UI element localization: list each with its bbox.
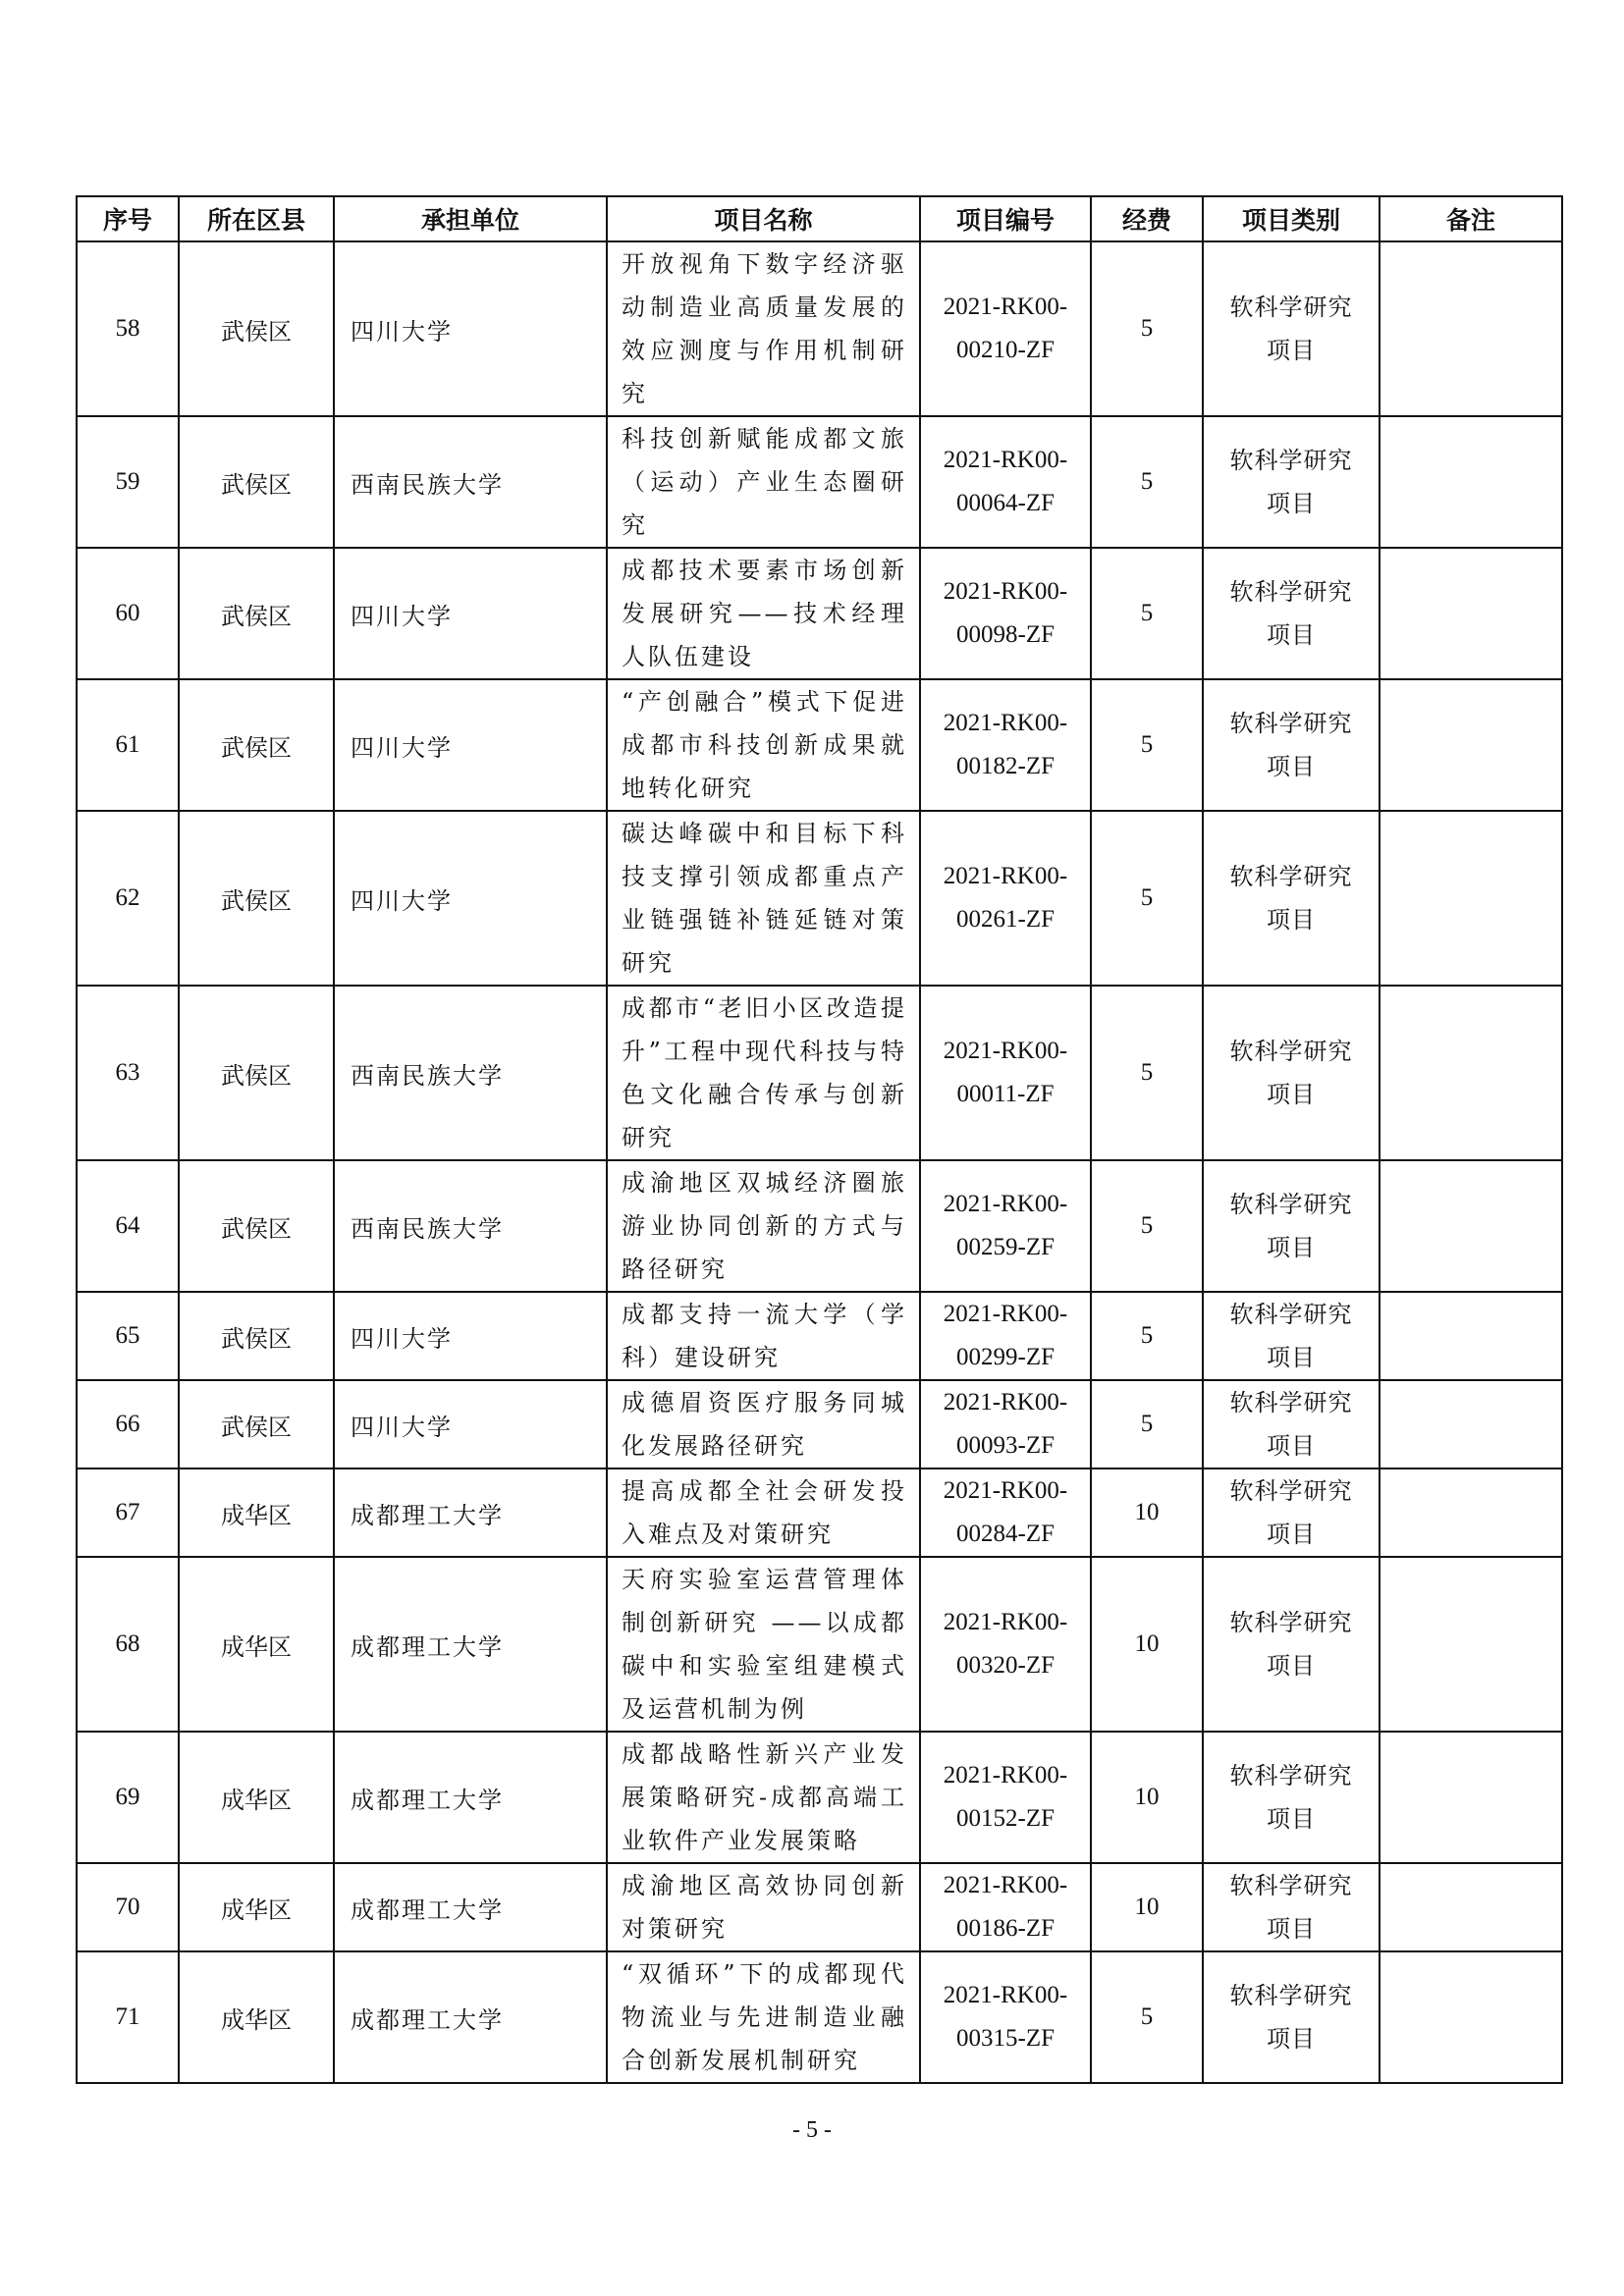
row-district: 武侯区	[179, 241, 334, 416]
table-row	[77, 1468, 1562, 1557]
header-note: 备注	[1380, 196, 1562, 241]
row-funding: 5	[1091, 986, 1203, 1160]
row-note	[1380, 679, 1562, 811]
row-unit: 西南民族大学	[334, 986, 607, 1160]
row-unit: 成都理工大学	[334, 1732, 607, 1863]
header-seq: 序号	[77, 196, 179, 241]
row-funding: 5	[1091, 1160, 1203, 1292]
row-project-name: 成都战略性新兴产业发展策略研究-成都高端工业软件产业发展策略	[607, 1732, 920, 1863]
row-unit: 西南民族大学	[334, 416, 607, 548]
row-funding: 5	[1091, 1292, 1203, 1380]
row-district: 武侯区	[179, 416, 334, 548]
row-note	[1380, 416, 1562, 548]
row-category: 软科学研究 项目	[1203, 548, 1380, 679]
table-row	[77, 416, 1562, 548]
row-category: 软科学研究 项目	[1203, 1160, 1380, 1292]
row-seq: 63	[77, 986, 179, 1160]
header-category: 项目类别	[1203, 196, 1380, 241]
row-project-name: 开放视角下数字经济驱动制造业高质量发展的效应测度与作用机制研究	[607, 241, 920, 416]
row-project-code: 2021-RK00- 00011-ZF	[920, 986, 1091, 1160]
row-project-code: 2021-RK00- 00210-ZF	[920, 241, 1091, 416]
row-funding: 10	[1091, 1732, 1203, 1863]
row-project-code: 2021-RK00- 00259-ZF	[920, 1160, 1091, 1292]
table-row	[77, 1951, 1562, 2083]
row-unit: 四川大学	[334, 679, 607, 811]
row-category: 软科学研究 项目	[1203, 1292, 1380, 1380]
row-unit: 成都理工大学	[334, 1557, 607, 1732]
row-district: 成华区	[179, 1863, 334, 1951]
row-seq: 59	[77, 416, 179, 548]
row-seq: 61	[77, 679, 179, 811]
row-project-name: 成渝地区双城经济圈旅游业协同创新的方式与路径研究	[607, 1160, 920, 1292]
row-project-code: 2021-RK00- 00320-ZF	[920, 1557, 1091, 1732]
row-district: 成华区	[179, 1468, 334, 1557]
row-district: 武侯区	[179, 1380, 334, 1468]
row-project-code: 2021-RK00- 00098-ZF	[920, 548, 1091, 679]
row-project-name: 天府实验室运营管理体制创新研究 ——以成都碳中和实验室组建模式及运营机制为例	[607, 1557, 920, 1732]
row-note	[1380, 548, 1562, 679]
row-district: 武侯区	[179, 986, 334, 1160]
project-table	[76, 195, 1563, 2084]
row-district: 成华区	[179, 1557, 334, 1732]
row-district: 武侯区	[179, 679, 334, 811]
table-row	[77, 986, 1562, 1160]
row-project-code: 2021-RK00- 00315-ZF	[920, 1951, 1091, 2083]
table-row	[77, 1732, 1562, 1863]
row-unit: 四川大学	[334, 548, 607, 679]
row-project-code: 2021-RK00- 00299-ZF	[920, 1292, 1091, 1380]
row-district: 武侯区	[179, 1292, 334, 1380]
header-funding: 经费	[1091, 196, 1203, 241]
row-funding: 5	[1091, 416, 1203, 548]
row-district: 武侯区	[179, 811, 334, 986]
row-note	[1380, 1468, 1562, 1557]
row-unit: 西南民族大学	[334, 1160, 607, 1292]
table-row	[77, 679, 1562, 811]
row-funding: 5	[1091, 241, 1203, 416]
row-note	[1380, 811, 1562, 986]
row-unit: 四川大学	[334, 811, 607, 986]
table-row	[77, 1160, 1562, 1292]
table-header-row	[77, 196, 1562, 241]
row-category: 软科学研究 项目	[1203, 1863, 1380, 1951]
row-note	[1380, 241, 1562, 416]
row-category: 软科学研究 项目	[1203, 811, 1380, 986]
row-category: 软科学研究 项目	[1203, 1380, 1380, 1468]
row-note	[1380, 986, 1562, 1160]
row-seq: 69	[77, 1732, 179, 1863]
row-note	[1380, 1732, 1562, 1863]
row-project-name: 碳达峰碳中和目标下科技支撑引领成都重点产业链强链补链延链对策研究	[607, 811, 920, 986]
header-district: 所在区县	[179, 196, 334, 241]
row-project-name: 成都支持一流大学（学科）建设研究	[607, 1292, 920, 1380]
row-project-name: 成渝地区高效协同创新对策研究	[607, 1863, 920, 1951]
header-project-name: 项目名称	[607, 196, 920, 241]
table-row	[77, 1380, 1562, 1468]
row-category: 软科学研究 项目	[1203, 1951, 1380, 2083]
row-seq: 66	[77, 1380, 179, 1468]
row-seq: 62	[77, 811, 179, 986]
row-seq: 68	[77, 1557, 179, 1732]
row-category: 软科学研究 项目	[1203, 416, 1380, 548]
row-project-name: “双循环”下的成都现代物流业与先进制造业融合创新发展机制研究	[607, 1951, 920, 2083]
row-district: 成华区	[179, 1732, 334, 1863]
row-project-code: 2021-RK00- 00182-ZF	[920, 679, 1091, 811]
row-category: 软科学研究 项目	[1203, 1468, 1380, 1557]
row-unit: 四川大学	[334, 1380, 607, 1468]
row-note	[1380, 1380, 1562, 1468]
row-category: 软科学研究 项目	[1203, 1732, 1380, 1863]
row-note	[1380, 1160, 1562, 1292]
table-row	[77, 548, 1562, 679]
table-row	[77, 811, 1562, 986]
row-note	[1380, 1863, 1562, 1951]
row-project-code: 2021-RK00- 00152-ZF	[920, 1732, 1091, 1863]
row-category: 软科学研究 项目	[1203, 241, 1380, 416]
row-seq: 71	[77, 1951, 179, 2083]
row-funding: 5	[1091, 1380, 1203, 1468]
header-project-code: 项目编号	[920, 196, 1091, 241]
table-row	[77, 1557, 1562, 1732]
row-project-code: 2021-RK00- 00093-ZF	[920, 1380, 1091, 1468]
row-project-name: 提高成都全社会研发投入难点及对策研究	[607, 1468, 920, 1557]
row-project-name: 成都市“老旧小区改造提升”工程中现代科技与特色文化融合传承与创新研究	[607, 986, 920, 1160]
row-project-name: “产创融合”模式下促进成都市科技创新成果就地转化研究	[607, 679, 920, 811]
row-funding: 5	[1091, 1951, 1203, 2083]
row-district: 成华区	[179, 1951, 334, 2083]
table-row	[77, 241, 1562, 416]
row-note	[1380, 1557, 1562, 1732]
row-seq: 67	[77, 1468, 179, 1557]
row-project-name: 科技创新赋能成都文旅（运动）产业生态圈研究	[607, 416, 920, 548]
row-unit: 四川大学	[334, 1292, 607, 1380]
row-category: 软科学研究 项目	[1203, 1557, 1380, 1732]
row-note	[1380, 1292, 1562, 1380]
header-unit: 承担单位	[334, 196, 607, 241]
row-unit: 四川大学	[334, 241, 607, 416]
row-project-code: 2021-RK00- 00064-ZF	[920, 416, 1091, 548]
row-project-code: 2021-RK00- 00261-ZF	[920, 811, 1091, 986]
row-district: 武侯区	[179, 548, 334, 679]
row-district: 武侯区	[179, 1160, 334, 1292]
row-seq: 64	[77, 1160, 179, 1292]
table-row	[77, 1292, 1562, 1380]
row-funding: 10	[1091, 1557, 1203, 1732]
row-funding: 5	[1091, 548, 1203, 679]
row-category: 软科学研究 项目	[1203, 679, 1380, 811]
row-project-name: 成德眉资医疗服务同城化发展路径研究	[607, 1380, 920, 1468]
row-seq: 60	[77, 548, 179, 679]
row-seq: 65	[77, 1292, 179, 1380]
row-unit: 成都理工大学	[334, 1468, 607, 1557]
row-funding: 5	[1091, 811, 1203, 986]
row-category: 软科学研究 项目	[1203, 986, 1380, 1160]
row-note	[1380, 1951, 1562, 2083]
row-unit: 成都理工大学	[334, 1863, 607, 1951]
row-seq: 58	[77, 241, 179, 416]
row-project-code: 2021-RK00- 00186-ZF	[920, 1863, 1091, 1951]
row-seq: 70	[77, 1863, 179, 1951]
page-number: - 5 -	[792, 2117, 832, 2143]
table-row	[77, 1863, 1562, 1951]
row-unit: 成都理工大学	[334, 1951, 607, 2083]
row-project-name: 成都技术要素市场创新发展研究——技术经理人队伍建设	[607, 548, 920, 679]
row-project-code: 2021-RK00- 00284-ZF	[920, 1468, 1091, 1557]
row-funding: 5	[1091, 679, 1203, 811]
row-funding: 10	[1091, 1468, 1203, 1557]
row-funding: 10	[1091, 1863, 1203, 1951]
